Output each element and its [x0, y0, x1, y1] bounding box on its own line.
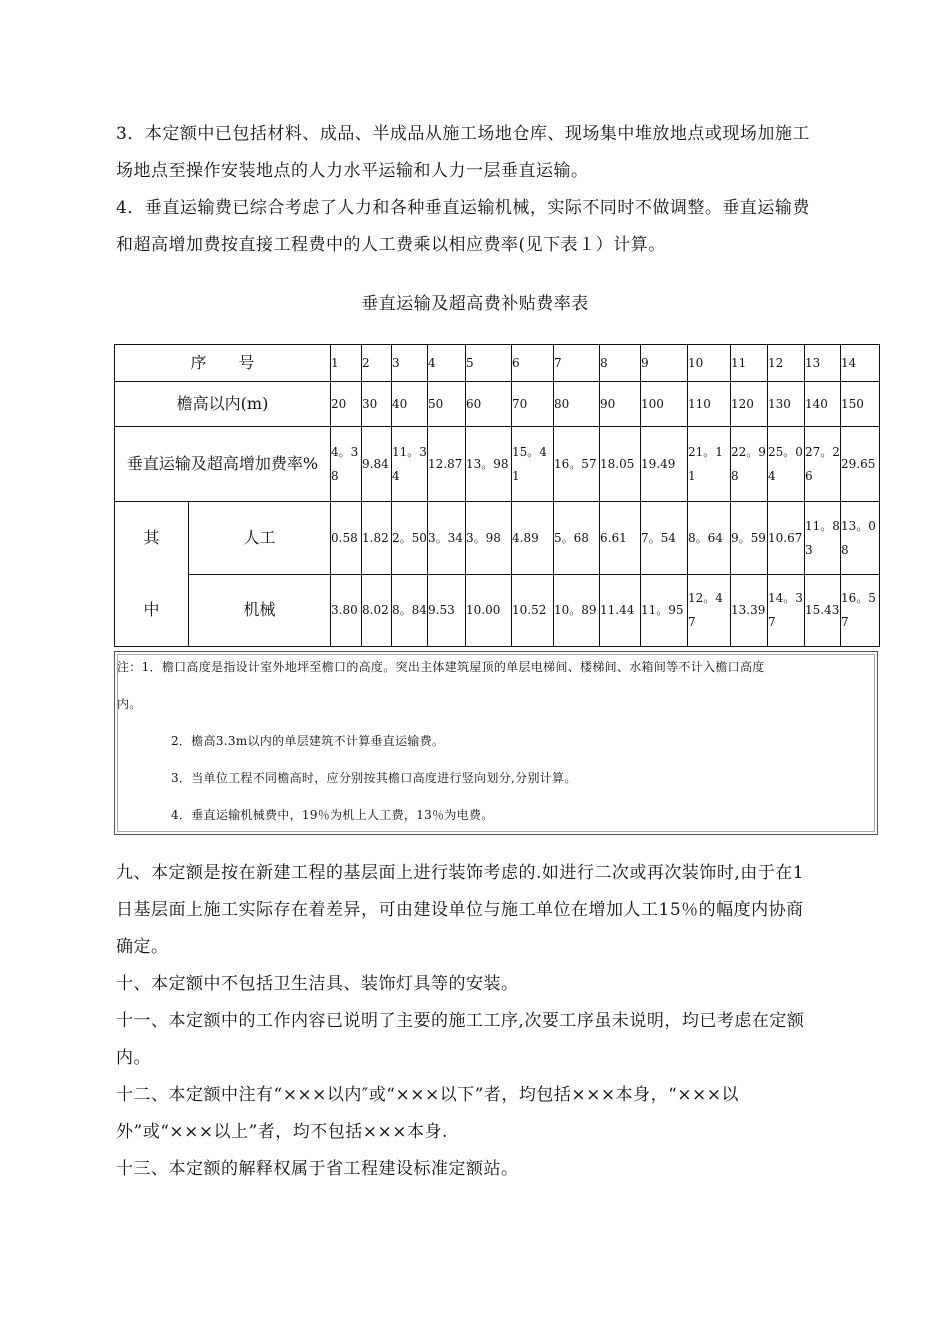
- labor-cell: 3。34: [428, 502, 466, 575]
- rate-header: 垂直运输及超高增加费率%: [115, 427, 331, 502]
- height-cell: 80: [554, 382, 600, 427]
- machine-cell: 3.80: [331, 574, 362, 647]
- machine-cell: 10.00: [466, 574, 512, 647]
- machine-cell: 15.43: [805, 574, 841, 647]
- labor-cell: 5。68: [554, 502, 600, 575]
- labor-header: 人工: [189, 502, 331, 575]
- height-header: 檐高以内(m): [115, 382, 331, 427]
- item-12-line-2: 外”或“×××以上”者，均不包括×××本身.: [116, 1122, 448, 1142]
- seq-cell: 10: [688, 345, 731, 382]
- note-3: 3．当单位工程不同檐高时，应分别按其檐口高度进行竖向划分,分别计算。: [171, 771, 577, 785]
- seq-cell: 4: [428, 345, 466, 382]
- rate-cell: 19.49: [641, 427, 688, 502]
- rate-cell: 21。11: [688, 427, 731, 502]
- height-cell: 150: [841, 382, 880, 427]
- machine-cell: 14。37: [768, 574, 805, 647]
- rate-cell: 29.65: [841, 427, 880, 502]
- item-9-line-2: 日基层面上施工实际存在着差异，可由建设单位与施工单位在增加人工15％的幅度内协商: [116, 900, 804, 920]
- machine-cell: 12。47: [688, 574, 731, 647]
- labor-cell: 11。83: [805, 502, 841, 575]
- note-4: 4．垂直运输机械费中，19％为机上人工费，13％为电费。: [171, 808, 494, 822]
- height-cell: 60: [466, 382, 512, 427]
- height-cell: 130: [768, 382, 805, 427]
- seq-cell: 8: [600, 345, 641, 382]
- intro-paragraphs: [116, 116, 886, 264]
- item-4-line-2: 和超高增加费按直接工程费中的人工费乘以相应费率(见下表１）计算。: [116, 235, 666, 255]
- item-13: 十三、本定额的解释权属于省工程建设标准定额站。: [116, 1159, 519, 1179]
- seq-cell: 12: [768, 345, 805, 382]
- item-4-line-1: 4．垂直运输费已综合考虑了人力和各种垂直运输机械，实际不同时不做调整。垂直运输费: [116, 198, 810, 218]
- height-cell: 110: [688, 382, 731, 427]
- machine-cell: 8.02: [362, 574, 392, 647]
- seq-cell: 5: [466, 345, 512, 382]
- seq-row: [115, 345, 880, 382]
- seq-cell: 2: [362, 345, 392, 382]
- rate-cell: 11。34: [392, 427, 428, 502]
- seq-cell: 13: [805, 345, 841, 382]
- machine-row: [115, 574, 880, 647]
- item-9-line-1: 九、本定额是按在新建工程的基层面上进行装饰考虑的.如进行二次或再次装饰时,由于在1: [116, 863, 805, 883]
- machine-cell: 16。57: [841, 574, 880, 647]
- item-3-line-1: 3．本定额中已包括材料、成品、半成品从施工场地仓库、现场集中堆放地点或现场加施工: [116, 124, 810, 144]
- labor-cell: 0.58: [331, 502, 362, 575]
- rate-cell: 18.05: [600, 427, 641, 502]
- height-row: [115, 382, 880, 427]
- machine-cell: 13.39: [731, 574, 768, 647]
- seq-cell: 1: [331, 345, 362, 382]
- machine-cell: 9.53: [428, 574, 466, 647]
- item-12-line-1: 十二、本定额中注有“×××以内″或“×××以下”者，均包括×××本身，“×××以: [116, 1085, 740, 1105]
- item-3-line-2: 场地点至操作安装地点的人力水平运输和人力一层垂直运输。: [116, 161, 589, 181]
- height-cell: 90: [600, 382, 641, 427]
- seq-cell: 11: [731, 345, 768, 382]
- item-9-line-3: 确定。: [116, 937, 169, 957]
- height-cell: 70: [512, 382, 554, 427]
- height-cell: 100: [641, 382, 688, 427]
- height-cell: 20: [331, 382, 362, 427]
- item-11-line-2: 内。: [116, 1048, 151, 1068]
- rate-cell: 25。04: [768, 427, 805, 502]
- labor-cell: 7。54: [641, 502, 688, 575]
- labor-cell: 10.67: [768, 502, 805, 575]
- seq-header: 序 号: [115, 345, 331, 382]
- height-cell: 40: [392, 382, 428, 427]
- seq-cell: 6: [512, 345, 554, 382]
- group-label-top: 其: [143, 528, 160, 547]
- labor-row: [115, 502, 880, 575]
- labor-cell: 3。98: [466, 502, 512, 575]
- seq-cell: 9: [641, 345, 688, 382]
- item-11-line-1: 十一、本定额中的工作内容已说明了主要的施工工序,次要工序虽未说明，均已考虑在定额: [116, 1011, 805, 1031]
- labor-cell: 8。64: [688, 502, 731, 575]
- machine-cell: 10.52: [512, 574, 554, 647]
- height-cell: 120: [731, 382, 768, 427]
- table-title: 垂直运输及超高费补贴费率表: [361, 294, 589, 314]
- labor-cell: 4.89: [512, 502, 554, 575]
- seq-cell: 14: [841, 345, 880, 382]
- machine-cell: 8。84: [392, 574, 428, 647]
- height-cell: 30: [362, 382, 392, 427]
- rate-cell: 15。41: [512, 427, 554, 502]
- height-cell: 140: [805, 382, 841, 427]
- rate-row: [115, 427, 880, 502]
- height-cell: 50: [428, 382, 466, 427]
- group-label: [115, 502, 189, 647]
- note-1-line-1: 注：1．檐口高度是指设计室外地坪至檐口的高度。突出主体建筑屋顶的单层电梯间、楼梯间、水箱间等不计入檐口高度: [117, 660, 765, 674]
- notes-box: [114, 651, 878, 835]
- group-label-bottom: 中: [143, 600, 160, 619]
- rate-cell: 12.87: [428, 427, 466, 502]
- rate-cell: 27。26: [805, 427, 841, 502]
- rate-cell: 22。98: [731, 427, 768, 502]
- rate-cell: 13。98: [466, 427, 512, 502]
- labor-cell: 9。59: [731, 502, 768, 575]
- outro-paragraphs: [116, 855, 886, 1188]
- machine-cell: 10。89: [554, 574, 600, 647]
- note-2: 2．檐高3.3m以内的单层建筑不计算垂直运输费。: [171, 734, 445, 748]
- labor-cell: 13。08: [841, 502, 880, 575]
- labor-cell: 6.61: [600, 502, 641, 575]
- machine-header: 机械: [189, 574, 331, 647]
- rate-cell: 16。57: [554, 427, 600, 502]
- item-10: 十、本定额中不包括卫生洁具、装饰灯具等的安装。: [116, 974, 519, 994]
- rate-cell: 9.84: [362, 427, 392, 502]
- labor-cell: 2。50: [392, 502, 428, 575]
- machine-cell: 11.44: [600, 574, 641, 647]
- seq-cell: 7: [554, 345, 600, 382]
- rate-table: [114, 344, 880, 647]
- rate-cell: 4。38: [331, 427, 362, 502]
- machine-cell: 11。95: [641, 574, 688, 647]
- seq-cell: 3: [392, 345, 428, 382]
- note-1-line-2: 内。: [117, 697, 142, 711]
- labor-cell: 1.82: [362, 502, 392, 575]
